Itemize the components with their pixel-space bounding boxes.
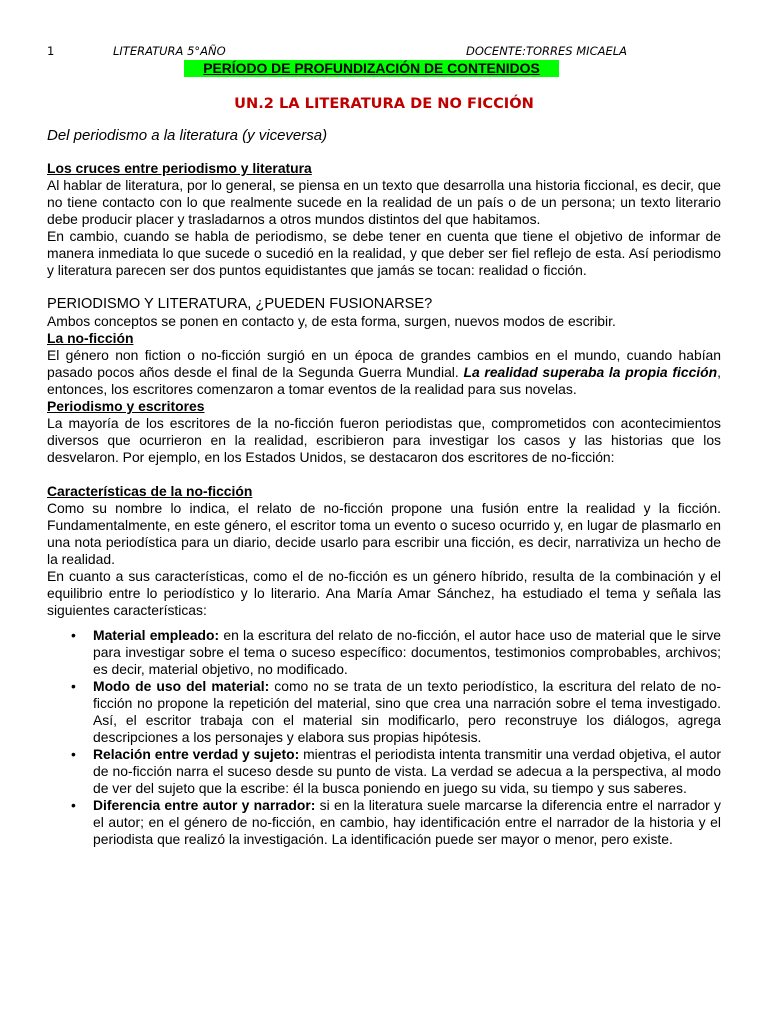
list-item-term: Material empleado: bbox=[93, 627, 220, 643]
paragraph: Al hablar de literatura, por lo general, se piensa en un texto que desarrolla una historia ficcional, es decir, que no tiene contacto con lo que realmente sucede en la realidad de un país o de un persona; un texto literario debe producir placer y trasladarnos a otros mundos distintos del que habitamos. bbox=[47, 177, 721, 227]
paragraph: Ambos conceptos se ponen en contacto y, de esta forma, surgen, nuevos modos de escribir. bbox=[47, 313, 616, 329]
paragraph: Como su nombre lo indica, el relato de no-ficción propone una fusión entre la realidad y la ficción. Fundamentalmente, en este género, el escritor toma un evento o suceso ocurrido y, en lugar de plasmarlo en una nota periodística para un diario, decide usarlo para escribir una ficción, es decir, narrativiza un hecho de la realidad. bbox=[47, 500, 721, 567]
document-body bbox=[47, 127, 721, 848]
list-item-text: mientras el periodista intenta transmitir una verdad objetiva, el autor de no-ficción narra el suceso desde su punto de vista. La verdad se adecua a la perspectiva, al modo de ver del sujeto que la escribe: él la busca poniendo en juego su vida, su tiempo y sus saberes. bbox=[93, 746, 721, 796]
characteristics-list bbox=[47, 627, 721, 848]
paragraph: La mayoría de los escritores de la no-ficción fueron periodistas que, comprometidos con acontecimientos diversos que ocurrieron en la realidad, escribieron para investigar los casos y las historias que los desvelaron. Por ejemplo, en los Estados Unidos, se destacaron dos escritores de no-ficción: bbox=[47, 415, 721, 465]
bullet-icon: • bbox=[71, 746, 76, 762]
bullet-icon: • bbox=[71, 627, 76, 643]
bullet-icon: • bbox=[71, 678, 76, 694]
section-heading-caracteristicas: Características de la no-ficción bbox=[47, 483, 253, 499]
page-number: 1 bbox=[47, 44, 55, 58]
list-item bbox=[47, 746, 721, 797]
list-item-text: como no se trata de un texto periodístico, la escritura del relato de no-ficción no propone la repetición del material, sino que crea una narración sobre el tema investigado. Así, el escritor trabaja con el material sin modificarlo, pero reconstruye los diálogos, agrega descripciones a los personajes y elabora sus propias hipótesis. bbox=[93, 678, 721, 745]
list-item bbox=[47, 627, 721, 678]
period-title: PERÍODO DE PROFUNDIZACIÓN DE CONTENIDOS bbox=[184, 60, 559, 77]
section-heading-fusionarse: PERIODISMO Y LITERATURA, ¿PUEDEN FUSIONARSE? bbox=[47, 296, 433, 312]
header-subject: LITERATURA 5°AÑO bbox=[113, 44, 226, 58]
list-item bbox=[47, 678, 721, 746]
unit-title: UN.2 LA LITERATURA DE NO FICCIÓN bbox=[234, 95, 534, 112]
section-heading-cruces: Los cruces entre periodismo y literatura bbox=[47, 160, 312, 176]
list-item-term: Relación entre verdad y sujeto: bbox=[93, 746, 300, 762]
list-item-term: Modo de uso del material: bbox=[93, 678, 270, 694]
section-heading-no-ficcion: La no-ficción bbox=[47, 330, 134, 346]
paragraph bbox=[47, 347, 721, 398]
bullet-icon: • bbox=[71, 797, 76, 813]
paragraph: En cambio, cuando se habla de periodismo, se debe tener en cuenta que tiene el objetivo de informar de manera inmediata lo que sucede o sucedió en la realidad, y que deber ser fiel reflejo de esta. Así periodismo y literatura parecen ser dos puntos equidistantes que jamás se tocan: realidad o ficción. bbox=[47, 228, 721, 278]
list-item-text: si en la literatura suele marcarse la diferencia entre el narrador y el autor; en el género de no-ficción, en cambio, hay identificación entre el narrador de la historia y el periodista que realizó la investigación. La identificación puede ser mayor o menor, pero existe. bbox=[93, 797, 721, 847]
list-item-term: Diferencia entre autor y narrador: bbox=[93, 797, 316, 813]
subtitle: Del periodismo a la literatura (y viceversa) bbox=[47, 127, 328, 144]
emphasis-text: La realidad superaba la propia ficción bbox=[463, 364, 718, 380]
list-item-text: en la escritura del relato de no-ficción, el autor hace uso de material que le sirve para investigar sobre el tema o suceso específico: documentos, testimonios comprobables, archivos; es decir, material objetivo, no modificado. bbox=[93, 627, 721, 677]
paragraph-text: , entonces, los escritores comenzaron a tomar eventos de la realidad para sus novelas. bbox=[47, 364, 721, 397]
header-teacher: DOCENTE:TORRES MICAELA bbox=[466, 44, 627, 58]
paragraph: En cuanto a sus características, como el de no-ficción es un género híbrido, resulta de la combinación y el equilibrio entre lo periodístico y lo literario. Ana María Amar Sánchez, ha estudiado el tema y señala las siguientes características: bbox=[47, 568, 721, 618]
paragraph-text: El género non fiction o no-ficción surgió en un época de grandes cambios en el mundo, cuando habían pasado pocos años desde el final de la Segunda Guerra Mundial. bbox=[47, 347, 721, 380]
section-heading-periodismo-escritores: Periodismo y escritores bbox=[47, 398, 205, 414]
list-item bbox=[47, 797, 721, 848]
